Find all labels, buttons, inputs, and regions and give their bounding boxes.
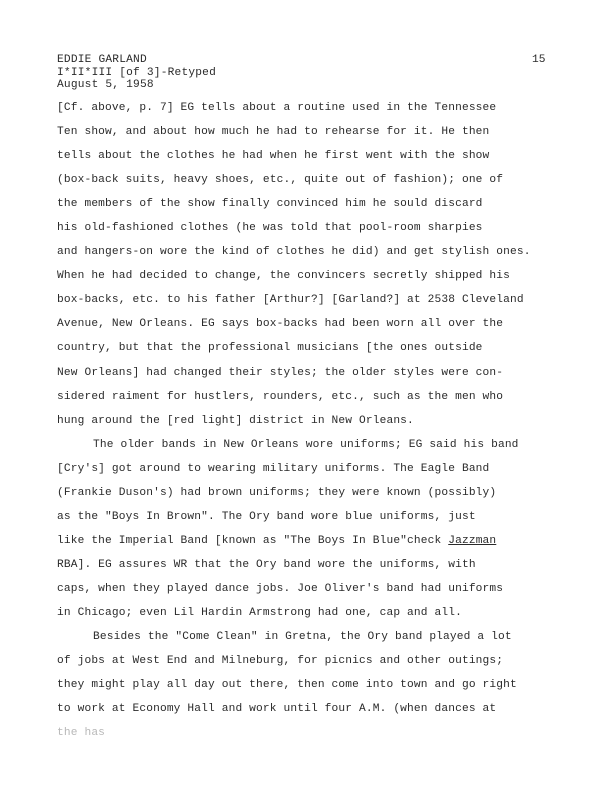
transcript-line [57, 701, 547, 725]
transcript-line-text: Avenue, New Orleans. EG says box-backs had been worn all over the [57, 318, 504, 331]
transcript-line-text: tells about the clothes he had when he first went with the show [57, 150, 490, 163]
transcript-line-text: RBA]. EG assures WR that the Ory band wore the uniforms, with [57, 558, 476, 571]
transcript-line-text: in Chicago; even Lil Hardin Armstrong had one, cap and all. [57, 606, 462, 619]
transcript-line [57, 268, 547, 292]
transcript-line-text: New Orleans] had changed their styles; the older styles were con- [57, 366, 504, 379]
transcript-line [57, 365, 547, 389]
faded-footer-text: the has [57, 727, 106, 739]
transcript-line-text: they might play all day out there, then come into town and go right [57, 679, 517, 692]
transcript-line-text: (Frankie Duson's) had brown uniforms; they were known (possibly) [57, 486, 497, 499]
transcript-line [57, 533, 547, 557]
transcript-line [57, 292, 547, 316]
interviewee-name: EDDIE GARLAND [57, 54, 147, 66]
transcript-line [57, 389, 547, 413]
transcript-line-text: hung around the [red light] district in New Orleans. [57, 414, 414, 427]
transcript-line [57, 340, 547, 364]
transcript-line [57, 172, 547, 196]
transcript-line [57, 461, 547, 485]
transcript-line-text: country, but that the professional musicians [the ones outside [57, 342, 483, 355]
transcript-line-text: like the Imperial Band [known as "The Boys In Blue"check [57, 534, 449, 547]
transcript-line [57, 148, 547, 172]
transcript-line [57, 220, 547, 244]
transcript-line [57, 653, 547, 677]
transcript-line [57, 316, 547, 340]
transcript-line [57, 605, 547, 629]
transcript-line-text: (box-back suits, heavy shoes, etc., quite out of fashion); one of [57, 174, 504, 187]
transcript-body [57, 100, 547, 725]
underlined-title: Jazzman [448, 534, 497, 547]
transcript-line [57, 413, 547, 437]
transcript-line-text: caps, when they played dance jobs. Joe Oliver's band had uniforms [57, 582, 504, 595]
transcript-line [57, 244, 547, 268]
transcript-line-text: and hangers-on wore the kind of clothes he did) and get stylish ones. [57, 246, 531, 259]
transcript-line-text: as the "Boys In Brown". The Ory band wore blue uniforms, just [57, 510, 476, 523]
transcript-line-text: The older bands in New Orleans wore uniforms; EG said his band [93, 438, 519, 451]
transcript-line-text: Ten show, and about how much he had to rehearse for it. He then [57, 126, 490, 139]
transcript-line-text: box-backs, etc. to his father [Arthur?] [Garland?] at 2538 Cleveland [57, 294, 524, 307]
transcript-line [57, 509, 547, 533]
transcript-line-text: [Cf. above, p. 7] EG tells about a routine used in the Tennessee [57, 102, 497, 114]
transcript-line [57, 581, 547, 605]
transcript-line [57, 557, 547, 581]
transcript-line [57, 629, 547, 653]
transcript-line [57, 100, 547, 124]
page-number: 15 [532, 54, 546, 66]
transcript-line [57, 437, 547, 461]
transcript-line-text: the members of the show finally convinced him he sould discard [57, 198, 483, 211]
transcript-line-text: to work at Economy Hall and work until four A.M. (when dances at [57, 703, 497, 716]
transcript-line [57, 124, 547, 148]
transcript-line [57, 196, 547, 220]
transcript-line-text: When he had decided to change, the convincers secretly shipped his [57, 270, 510, 283]
transcript-line-text: [Cry's] got around to wearing military uniforms. The Eagle Band [57, 462, 490, 475]
document-header [57, 54, 216, 92]
transcript-line-text: his old-fashioned clothes (he was told that pool-room sharpies [57, 222, 483, 235]
transcript-line-text: Besides the "Come Clean" in Gretna, the Ory band played a lot [93, 631, 512, 644]
reel-info: I*II*III [of 3]-Retyped [57, 66, 217, 79]
transcript-line-text: sidered raiment for hustlers, rounders, etc., such as the men who [57, 390, 504, 403]
interview-date: August 5, 1958 [57, 79, 154, 91]
transcript-line-text: of jobs at West End and Milneburg, for picnics and other outings; [57, 655, 504, 668]
transcript-line [57, 485, 547, 509]
transcript-line [57, 677, 547, 701]
